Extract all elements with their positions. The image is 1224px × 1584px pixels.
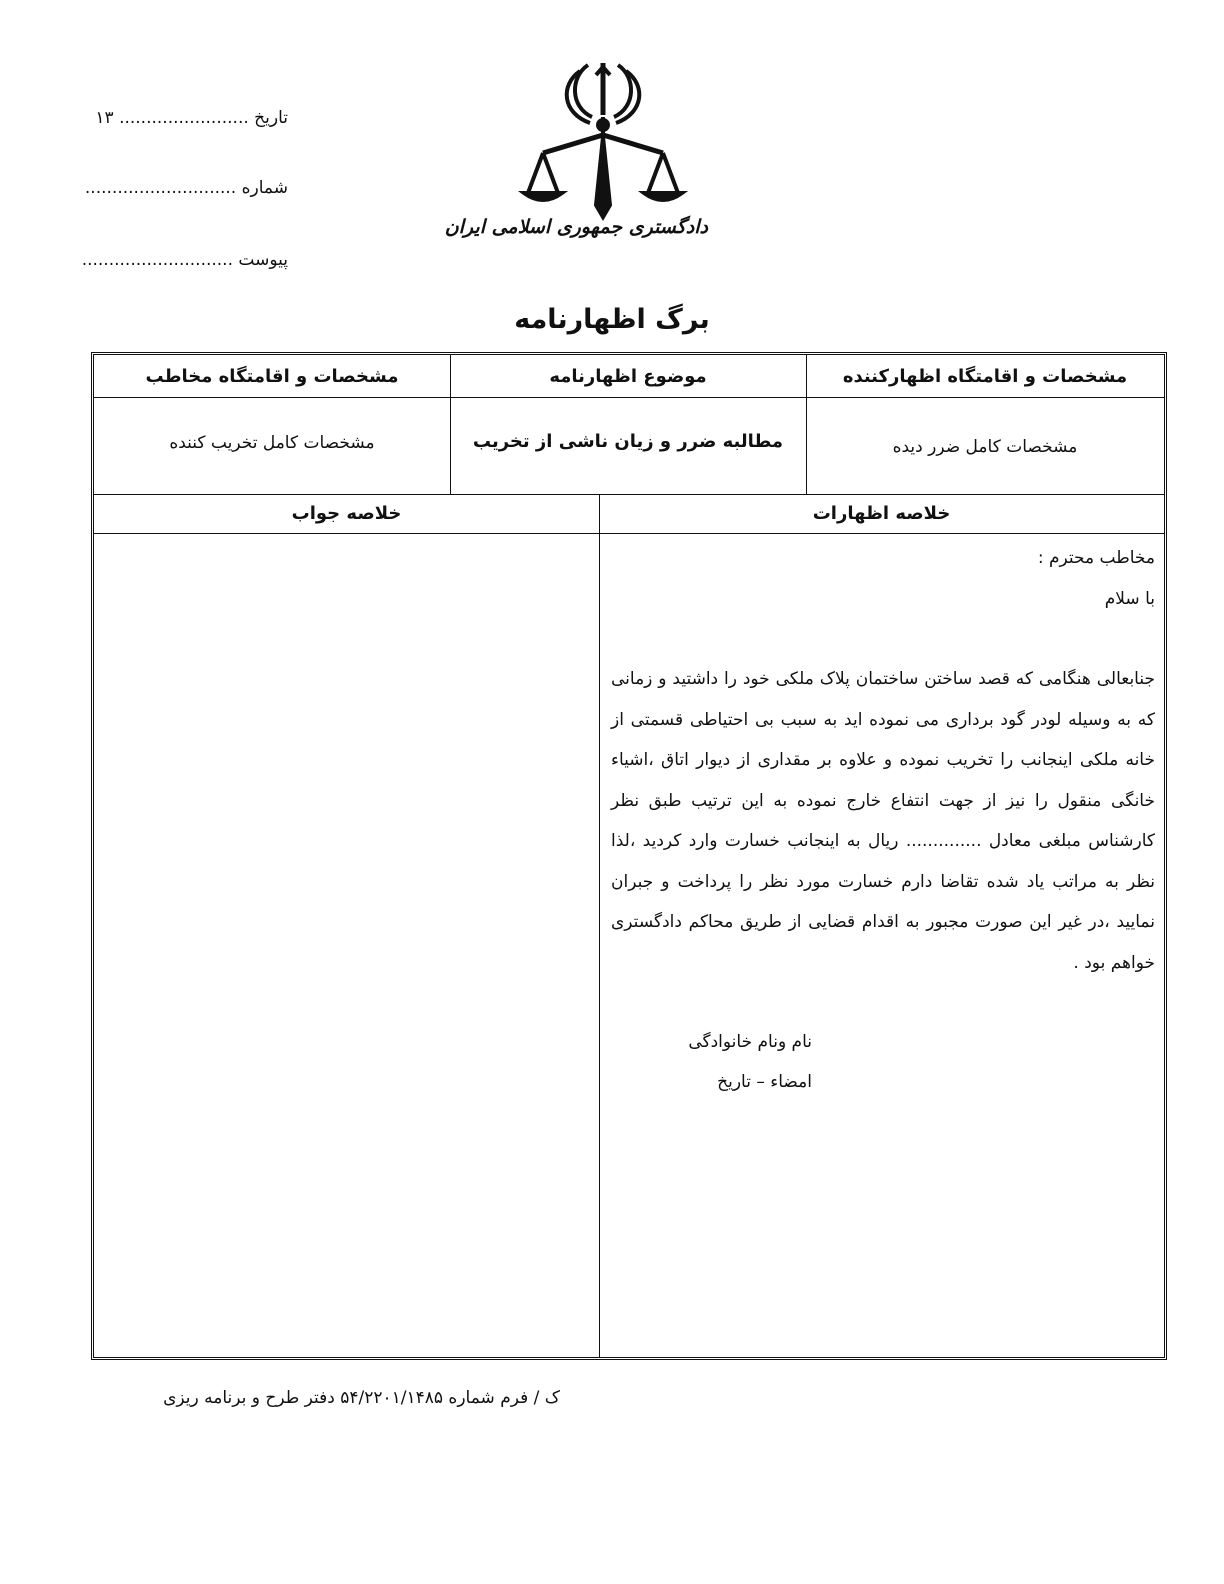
signature-block — [612, 1022, 812, 1102]
date-label: تاریخ — [254, 108, 288, 128]
date-field — [95, 108, 288, 128]
statement-body: جنابعالی هنگامی که قصد ساختن ساختمان پلاک ملکی خود را داشتید و زمانی که به وسیله لودر گود برداری می نموده اید به سبب بی احتیاطی قسمتی از خانه ملکی اینجانب را تخریب نموده و علاوه بر مقداری از دیوار اتاق ،اشیاء خانگی منقول را نیز از جهت انتفاع خارج نموده به این ترتیب طبق نظر کارشناس مبلغی معادل .............. ریال به اینجانب خسارت وارد کردید ،لذا نظر به مراتب یاد شده تقاضا دارم خسارت مورد نظر را پرداخت و جبران نمایید ،در غیر این صورت مجبور به اقدام قضایی از طریق محاکم دادگستری خواهم بود . — [611, 669, 1155, 973]
row-divider — [94, 397, 1164, 398]
header-statements: خلاصه اظهارات — [812, 503, 951, 524]
header-subject: موضوع اظهارنامه — [549, 365, 707, 387]
row-divider — [94, 533, 1164, 534]
attachment-dots: ............................ — [81, 250, 233, 270]
addressee-value: مشخصات کامل تخریب کننده — [169, 433, 375, 453]
declarant-value: مشخصات کامل ضرر دیده — [892, 437, 1078, 457]
number-field — [84, 178, 288, 198]
header-answer: خلاصه جواب — [291, 503, 402, 524]
number-label: شماره — [241, 178, 288, 198]
greeting: با سلام — [1104, 588, 1155, 609]
salutation: مخاطب محترم : — [1037, 548, 1155, 568]
date-value: ۱۳ — [95, 108, 114, 128]
column-divider — [599, 494, 600, 1357]
attachment-field — [81, 250, 288, 270]
page-title: برگ اظهارنامه — [514, 304, 710, 335]
date-dots: ........................ — [119, 108, 249, 128]
number-dots: ............................ — [84, 178, 237, 198]
header-addressee: مشخصات و اقامتگاه مخاطب — [145, 365, 399, 387]
subject-value: مطالبه ضرر و زیان ناشی از تخریب — [472, 431, 784, 452]
attachment-label: پیوست — [238, 250, 288, 270]
statements-content — [611, 538, 1155, 983]
form-footer: ک / فرم شماره ۵۴/۲۲۰۱/۱۴۸۵ دفتر طرح و برنامه ریزی — [163, 1388, 560, 1408]
header-declarant: مشخصات و اقامتگاه اظهارکننده — [842, 365, 1128, 387]
name-line: نام ونام خانوادگی — [688, 1032, 812, 1052]
sign-line: امضاء – تاریخ — [717, 1072, 812, 1092]
blank-line — [611, 619, 1155, 659]
emblem-caption: دادگستری جمهوری اسلامی ایران — [444, 216, 708, 238]
